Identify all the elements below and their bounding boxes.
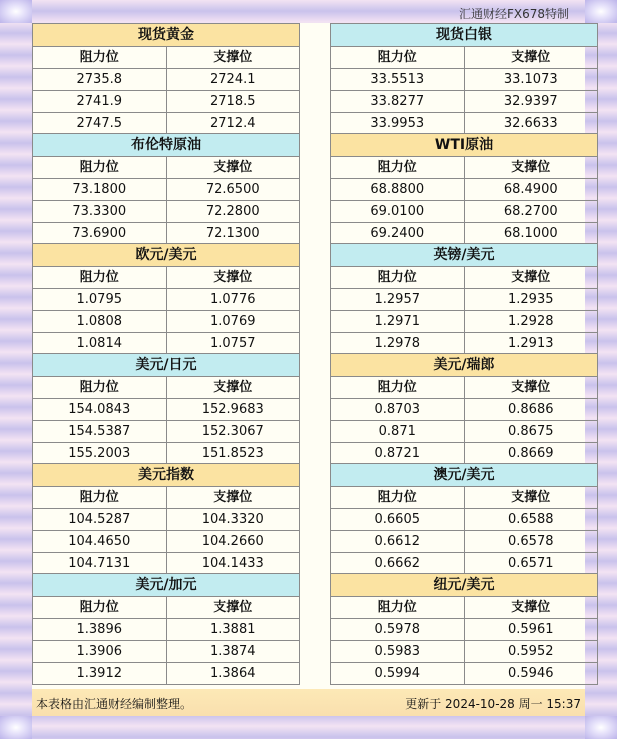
resistance-header: 阻力位 (33, 487, 167, 509)
support-header: 支撑位 (464, 487, 598, 509)
resistance-header: 阻力位 (33, 267, 167, 289)
quote-panel (32, 573, 300, 685)
quote-panel (32, 463, 300, 575)
support-value: 1.0776 (166, 289, 300, 311)
resistance-value: 104.5287 (33, 509, 167, 531)
resistance-value: 33.9953 (331, 113, 465, 135)
resistance-value: 2735.8 (33, 69, 167, 91)
support-value: 1.3881 (166, 619, 300, 641)
table-row (33, 553, 300, 575)
header-row (33, 487, 300, 509)
panel-title: 现货白银 (331, 24, 598, 47)
header-row (331, 157, 598, 179)
table-row (331, 421, 598, 443)
quote-panel (330, 23, 598, 135)
resistance-header: 阻力位 (331, 597, 465, 619)
table-row (33, 509, 300, 531)
support-value: 68.4900 (464, 179, 598, 201)
support-value: 152.3067 (166, 421, 300, 443)
table-row (331, 553, 598, 575)
resistance-value: 154.0843 (33, 399, 167, 421)
quote-tables (32, 23, 585, 716)
support-value: 1.2935 (464, 289, 598, 311)
support-header: 支撑位 (166, 47, 300, 69)
resistance-header: 阻力位 (33, 597, 167, 619)
support-header: 支撑位 (166, 487, 300, 509)
frame-corner-top-right (585, 0, 617, 23)
resistance-value: 0.8703 (331, 399, 465, 421)
support-value: 0.5946 (464, 663, 598, 685)
support-header: 支撑位 (464, 267, 598, 289)
support-value: 68.1000 (464, 223, 598, 245)
support-value: 1.3864 (166, 663, 300, 685)
table-row (33, 399, 300, 421)
support-header: 支撑位 (464, 47, 598, 69)
resistance-value: 154.5387 (33, 421, 167, 443)
table-row (33, 223, 300, 245)
table-row (331, 509, 598, 531)
header-row (331, 597, 598, 619)
quote-panel (330, 353, 598, 465)
support-value: 72.6500 (166, 179, 300, 201)
header-row (331, 267, 598, 289)
quote-panel (330, 133, 598, 245)
resistance-value: 0.6612 (331, 531, 465, 553)
resistance-header: 阻力位 (331, 377, 465, 399)
resistance-value: 69.2400 (331, 223, 465, 245)
support-header: 支撑位 (166, 597, 300, 619)
frame-corner-bottom-left (0, 716, 32, 739)
support-value: 32.6633 (464, 113, 598, 135)
panel-title: 美元指数 (33, 464, 300, 487)
quote-panel (32, 243, 300, 355)
support-value: 1.3874 (166, 641, 300, 663)
footer-bar (32, 689, 585, 716)
support-header: 支撑位 (166, 377, 300, 399)
resistance-value: 1.3912 (33, 663, 167, 685)
panel-title: 欧元/美元 (33, 244, 300, 267)
quote-panel (330, 463, 598, 575)
table-row (331, 69, 598, 91)
table-row (331, 333, 598, 355)
footer-note: 本表格由汇通财经编制整理。 (36, 697, 193, 711)
resistance-header: 阻力位 (331, 487, 465, 509)
table-row (33, 333, 300, 355)
table-row (33, 421, 300, 443)
resistance-value: 0.5983 (331, 641, 465, 663)
resistance-header: 阻力位 (331, 157, 465, 179)
resistance-header: 阻力位 (331, 47, 465, 69)
table-row (331, 311, 598, 333)
support-header: 支撑位 (166, 267, 300, 289)
resistance-value: 104.4650 (33, 531, 167, 553)
table-row (33, 69, 300, 91)
resistance-value: 73.6900 (33, 223, 167, 245)
table-row (33, 311, 300, 333)
table-row (33, 531, 300, 553)
support-value: 0.8669 (464, 443, 598, 465)
support-header: 支撑位 (464, 377, 598, 399)
frame-corner-top-left (0, 0, 32, 23)
panel-title: 现货黄金 (33, 24, 300, 47)
support-header: 支撑位 (166, 157, 300, 179)
header-row (331, 487, 598, 509)
resistance-header: 阻力位 (331, 267, 465, 289)
header-row (33, 597, 300, 619)
panel-title: 美元/瑞郎 (331, 354, 598, 377)
table-row (331, 399, 598, 421)
support-value: 1.0769 (166, 311, 300, 333)
table-row (331, 663, 598, 685)
footer-updated-time: 更新于 2024-10-28 周一 15:37 (405, 697, 581, 711)
resistance-value: 73.1800 (33, 179, 167, 201)
resistance-header: 阻力位 (33, 157, 167, 179)
quote-panel (32, 23, 300, 135)
support-value: 0.8675 (464, 421, 598, 443)
support-value: 152.9683 (166, 399, 300, 421)
resistance-value: 69.0100 (331, 201, 465, 223)
table-row (331, 223, 598, 245)
support-value: 68.2700 (464, 201, 598, 223)
resistance-value: 0.5978 (331, 619, 465, 641)
support-value: 2724.1 (166, 69, 300, 91)
support-value: 0.8686 (464, 399, 598, 421)
quote-panel (32, 133, 300, 245)
support-value: 72.2800 (166, 201, 300, 223)
panel-title: 布伦特原油 (33, 134, 300, 157)
resistance-value: 2747.5 (33, 113, 167, 135)
quote-panel (330, 573, 598, 685)
support-value: 2718.5 (166, 91, 300, 113)
table-row (331, 443, 598, 465)
table-row (331, 619, 598, 641)
quote-panel (32, 353, 300, 465)
support-value: 151.8523 (166, 443, 300, 465)
resistance-value: 73.3300 (33, 201, 167, 223)
resistance-value: 1.2957 (331, 289, 465, 311)
panel-title: WTI原油 (331, 134, 598, 157)
table-row (33, 641, 300, 663)
table-row (33, 91, 300, 113)
header-row (33, 377, 300, 399)
support-value: 0.5961 (464, 619, 598, 641)
support-value: 72.1300 (166, 223, 300, 245)
panel-title: 美元/加元 (33, 574, 300, 597)
table-row (331, 641, 598, 663)
table-row (331, 113, 598, 135)
resistance-value: 1.3896 (33, 619, 167, 641)
resistance-value: 1.0808 (33, 311, 167, 333)
resistance-value: 104.7131 (33, 553, 167, 575)
table-row (33, 619, 300, 641)
quote-panel (330, 243, 598, 355)
resistance-value: 33.5513 (331, 69, 465, 91)
resistance-value: 0.8721 (331, 443, 465, 465)
support-value: 32.9397 (464, 91, 598, 113)
table-row (331, 201, 598, 223)
table-row (33, 113, 300, 135)
support-value: 0.5952 (464, 641, 598, 663)
support-value: 0.6571 (464, 553, 598, 575)
support-value: 1.2928 (464, 311, 598, 333)
support-value: 1.2913 (464, 333, 598, 355)
table-row (33, 663, 300, 685)
support-value: 0.6578 (464, 531, 598, 553)
support-value: 2712.4 (166, 113, 300, 135)
resistance-value: 1.0795 (33, 289, 167, 311)
resistance-value: 1.2978 (331, 333, 465, 355)
resistance-value: 1.2971 (331, 311, 465, 333)
frame-corner-bottom-right (585, 716, 617, 739)
header-row (331, 47, 598, 69)
resistance-value: 155.2003 (33, 443, 167, 465)
header-row (33, 267, 300, 289)
header-row (331, 377, 598, 399)
resistance-value: 0.5994 (331, 663, 465, 685)
resistance-value: 33.8277 (331, 91, 465, 113)
table-row (331, 531, 598, 553)
table-row (331, 289, 598, 311)
resistance-value: 0.6662 (331, 553, 465, 575)
support-header: 支撑位 (464, 157, 598, 179)
resistance-value: 1.0814 (33, 333, 167, 355)
resistance-header: 阻力位 (33, 377, 167, 399)
resistance-header: 阻力位 (33, 47, 167, 69)
support-value: 104.3320 (166, 509, 300, 531)
resistance-value: 2741.9 (33, 91, 167, 113)
table-row (33, 179, 300, 201)
panel-title: 美元/日元 (33, 354, 300, 377)
resistance-value: 68.8800 (331, 179, 465, 201)
header-row (33, 157, 300, 179)
support-value: 1.0757 (166, 333, 300, 355)
resistance-value: 0.6605 (331, 509, 465, 531)
panel-title: 纽元/美元 (331, 574, 598, 597)
support-header: 支撑位 (464, 597, 598, 619)
brand-label: 汇通财经FX678特制 (458, 7, 569, 21)
table-row (33, 443, 300, 465)
table-row (331, 179, 598, 201)
resistance-value: 0.871 (331, 421, 465, 443)
table-row (33, 201, 300, 223)
resistance-value: 1.3906 (33, 641, 167, 663)
support-value: 104.1433 (166, 553, 300, 575)
panel-title: 澳元/美元 (331, 464, 598, 487)
table-row (33, 289, 300, 311)
table-row (331, 91, 598, 113)
panel-title: 英镑/美元 (331, 244, 598, 267)
header-row (33, 47, 300, 69)
support-value: 104.2660 (166, 531, 300, 553)
support-value: 0.6588 (464, 509, 598, 531)
support-value: 33.1073 (464, 69, 598, 91)
